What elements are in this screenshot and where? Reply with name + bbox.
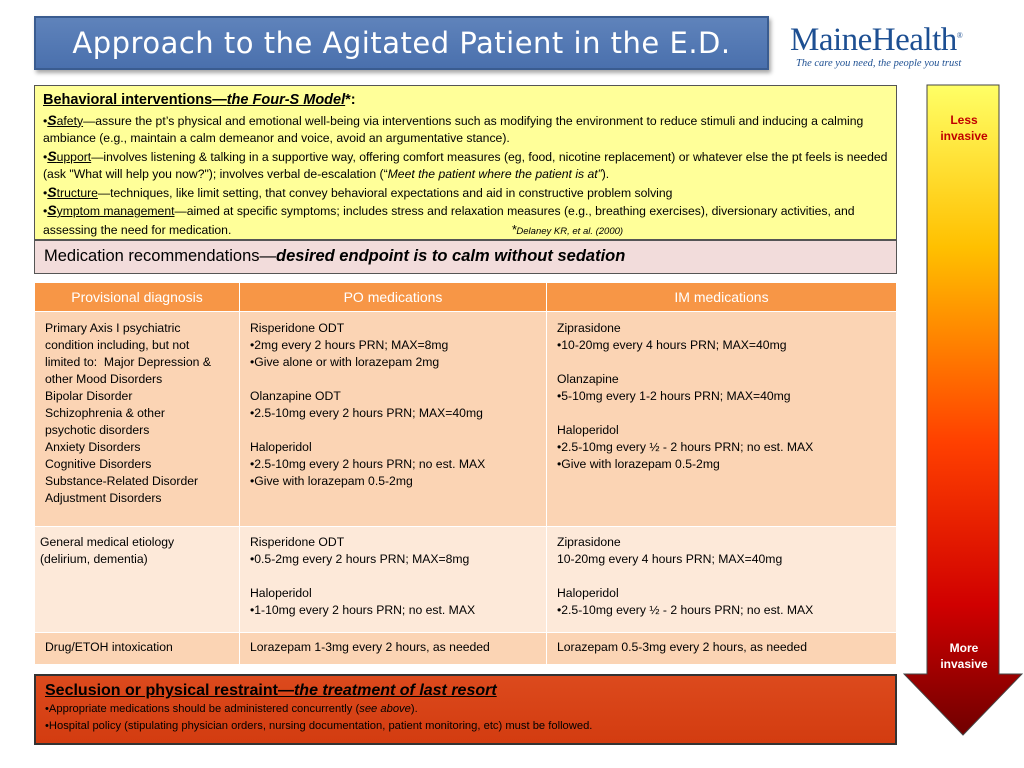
cell-line [557,568,886,585]
cell-line: limited to: Major Depression & [45,355,211,369]
logo-name: MaineHealth [790,22,957,58]
cell-line: •2.5-10mg every ½ - 2 hours PRN; no est. MAX [557,440,814,454]
cell-line: •1-10mg every 2 hours PRN; no est. MAX [250,603,476,617]
citation: *Delaney KR, et al. (2000) [511,221,624,237]
cell-line: Primary Axis I psychiatric [45,321,181,335]
cell-line [250,568,536,585]
cell-line: Haloperidol [250,586,312,600]
logo-tagline: The care you need, the people you trust [796,58,962,69]
medication-heading: Medication recommendations—desired endpoint is to calm without sedation [34,240,897,274]
cell-line: Lorazepam 1-3mg every 2 hours, as needed [250,640,490,654]
cell-line: Ziprasidone [557,321,621,335]
cell-line: Bipolar Disorder [45,389,133,403]
cell-line: condition including, but not [45,338,190,352]
cell-line: •Give alone or with lorazepam 2mg [250,355,440,369]
cell-line: Risperidone ODT [250,535,345,549]
invasiveness-arrow-icon [903,84,1023,736]
po-cell [240,312,547,527]
support-item: •Support—involves listening & talking in a supportive way, offering comfort measures (eg, food, nicotine replacement) or whatever else the pt feels is needed (ask "What will help you now?"); involves verbal de-escalation (“Meet the patient where the patient is at”). [43,147,888,181]
seclusion-box [34,674,897,745]
cell-line [250,371,536,388]
cell-line: Olanzapine ODT [250,389,341,403]
cell-line: Cognitive Disorders [45,457,152,471]
diagnosis-cell [35,633,240,665]
po-cell [240,633,547,665]
medication-table [34,282,897,665]
behavioral-interventions-box [34,85,897,240]
column-header-im: IM medications [547,283,897,312]
cell-line: •5-10mg every 1-2 hours PRN; MAX=40mg [557,389,791,403]
logo-registered-mark: ® [956,31,963,40]
cell-line: Olanzapine [557,372,619,386]
cell-line: psychotic disorders [45,423,150,437]
cell-line: •2.5-10mg every 2 hours PRN; MAX=40mg [250,406,483,420]
seclusion-line-1: •Appropriate medications should be administered concurrently (see above). [45,703,418,715]
cell-line: Haloperidol [250,440,312,454]
cell-line: •2mg every 2 hours PRN; MAX=8mg [250,338,449,352]
cell-line: Haloperidol [557,423,619,437]
im-cell [547,527,897,633]
structure-item: •Structure—techniques, like limit setting, that convey behavioral expectations and aid in constructive problem solving [43,183,673,200]
im-cell [547,312,897,527]
cell-line [250,422,536,439]
cell-line: other Mood Disorders [45,372,163,386]
seclusion-heading: Seclusion or physical restraint—the treatment of last resort [45,682,497,699]
page-title: Approach to the Agitated Patient in the E.D. [34,16,769,70]
cell-line: •0.5-2mg every 2 hours PRN; MAX=8mg [250,552,470,566]
behavioral-heading: Behavioral interventions—the Four-S Model*: [43,92,356,108]
po-cell [240,527,547,633]
cell-line: •Give with lorazepam 0.5-2mg [557,457,720,471]
diagnosis-cell [35,312,240,527]
seclusion-line-2: •Hospital policy (stipulating physician orders, nursing documentation, patient monitoring, etc) must be followed. [45,720,593,732]
cell-line: Anxiety Disorders [45,440,141,454]
cell-line: •2.5-10mg every 2 hours PRN; no est. MAX [250,457,486,471]
column-header-diagnosis: Provisional diagnosis [35,283,240,312]
cell-line: (delirium, dementia) [40,552,148,566]
more-invasive-label: More invasive [940,641,988,671]
cell-line: General medical etiology [40,535,175,549]
cell-line: Drug/ETOH intoxication [45,640,173,654]
mainehealth-logo [790,18,1000,72]
table-row [35,527,897,633]
safety-item: •Safety—assure the pt’s physical and emotional well-being via interventions such as modifying the environment to reduce stimuli and inducing a calming ambiance (e.g., maintain a calm demeanor and voice, avoid an argumentative stance). [43,111,864,145]
cell-line: Ziprasidone [557,535,621,549]
cell-line: Schizophrenia & other [45,406,165,420]
cell-line: •2.5-10mg every ½ - 2 hours PRN; no est. MAX [557,603,814,617]
less-invasive-label: Less invasive [940,113,988,143]
cell-line: Adjustment Disorders [45,491,162,505]
table-row [35,312,897,527]
diagnosis-cell [35,527,240,633]
cell-line [557,354,886,371]
cell-line: •Give with lorazepam 0.5-2mg [250,474,413,488]
cell-line: Substance-Related Disorder [45,474,199,488]
cell-line: Risperidone ODT [250,321,345,335]
cell-line: Haloperidol [557,586,619,600]
cell-line [557,405,886,422]
im-cell [547,633,897,665]
symptom-management-item: •Symptom management—aimed at specific symptoms; includes stress and relaxation measures (e.g., breathing exercises), diversionary activities, and assessing the need for medication. *Delaney KR, et al. (2000) [43,202,855,237]
cell-line: 10-20mg every 4 hours PRN; MAX=40mg [557,552,783,566]
cell-line: Lorazepam 0.5-3mg every 2 hours, as needed [557,640,807,654]
table-row [35,633,897,665]
column-header-po: PO medications [240,283,547,312]
cell-line: •10-20mg every 4 hours PRN; MAX=40mg [557,338,787,352]
